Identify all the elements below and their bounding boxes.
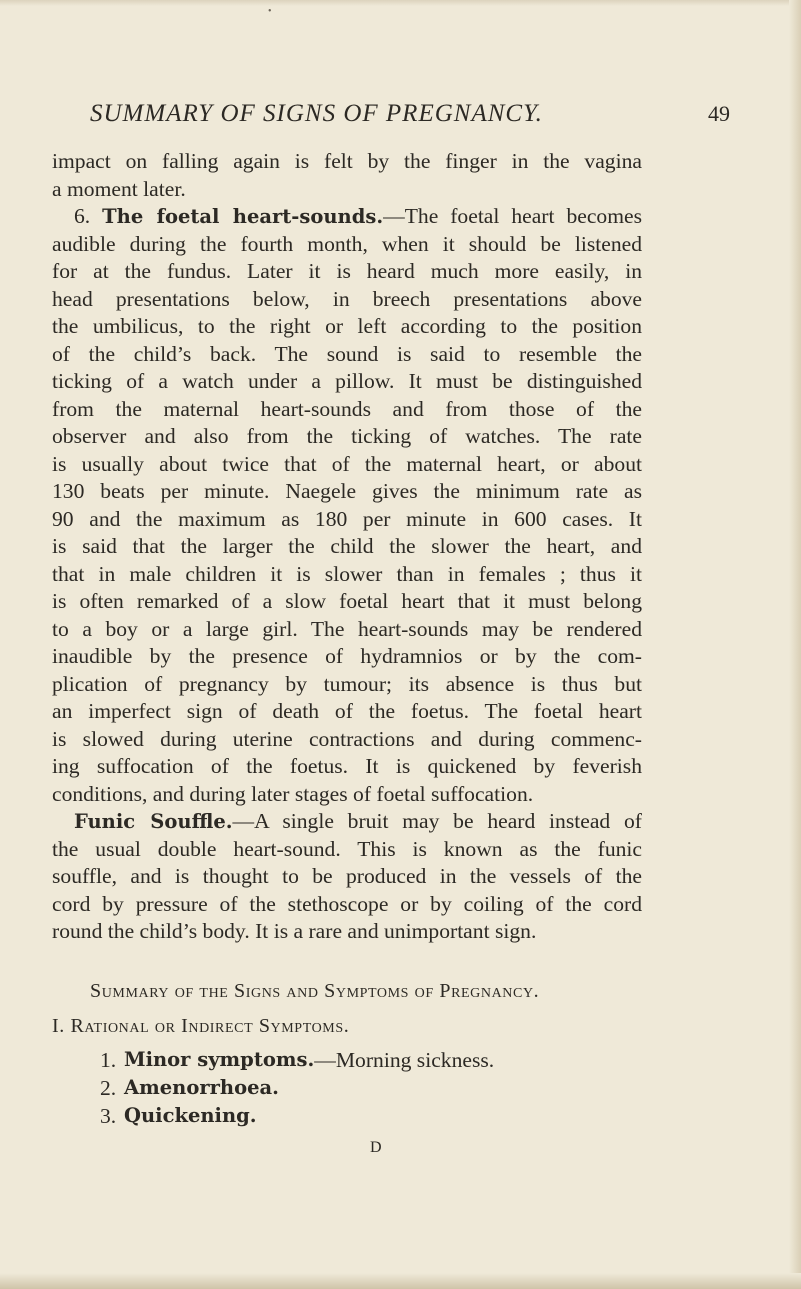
page-edge-bottom xyxy=(0,1273,801,1289)
running-title: SUMMARY OF SIGNS OF PREGNANCY. xyxy=(90,100,543,127)
paragraph-heading: Funic Souffle. xyxy=(74,810,233,833)
text-line: inaudible by the presence of hydramnios or by the com- xyxy=(52,644,642,668)
text-line: 130 beats per minute. Naegele gives the minimum rate as xyxy=(52,479,642,503)
text-line: impact on falling again is felt by the finger in the vagina xyxy=(52,149,642,173)
paragraph-heading-line xyxy=(52,203,642,231)
page-edge-right xyxy=(789,0,801,1289)
top-mark: • xyxy=(268,6,272,17)
text-line: a moment later. xyxy=(52,176,186,201)
text-line: audible during the fourth month, when it should be listened xyxy=(52,231,642,256)
item-label: Minor symptoms. xyxy=(124,1048,315,1071)
page-number: 49 xyxy=(708,101,730,126)
text-line: —The foetal heart becomes xyxy=(383,204,642,228)
symptom-list xyxy=(100,1046,650,1130)
item-label: Amenorrhoea. xyxy=(124,1076,279,1099)
list-item xyxy=(100,1074,650,1102)
item-number: 3. xyxy=(100,1104,117,1128)
text-line: that in male children it is slower than in females ; thus it xyxy=(52,561,642,586)
text-line: conditions, and during later stages of foetal suffocation. xyxy=(52,781,534,806)
text-line: to a boy or a large girl. The heart-sounds may be rendered xyxy=(52,616,642,641)
text-line: 90 and the maximum as 180 per minute in 600 cases. It xyxy=(52,506,642,531)
body-text xyxy=(52,148,642,946)
page-edge-top xyxy=(0,0,801,6)
paragraph-heading: The foetal heart-sounds. xyxy=(102,205,384,228)
text-line: ticking of a watch under a pillow. It must be distinguished xyxy=(52,369,642,393)
text-line: —A single bruit may be heard instead of xyxy=(232,809,642,833)
text-line: the umbilicus, to the right or left according to the position xyxy=(52,314,642,338)
text-line: is usually about twice that of the maternal heart, or about xyxy=(52,451,642,476)
text-line: plication of pregnancy by tumour; its absence is thus but xyxy=(52,671,642,696)
summary-title: Summary of the Signs and Symptoms of Pregnancy. xyxy=(90,980,540,1002)
list-item xyxy=(100,1046,650,1074)
paragraph-heading-line xyxy=(52,808,642,836)
text-line: observer and also from the ticking of watches. The rate xyxy=(52,424,642,448)
item-label: Quickening. xyxy=(124,1104,257,1127)
text-line: head presentations below, in breech presentations above xyxy=(52,286,642,311)
text-line: is often remarked of a slow foetal heart that it must belong xyxy=(52,589,642,613)
item-number: 6. xyxy=(74,204,91,228)
text-line: round the child’s body. It is a rare and unimportant sign. xyxy=(52,919,537,943)
item-number: 1. xyxy=(100,1048,117,1072)
text-line: of the child’s back. The sound is said to resemble the xyxy=(52,341,642,366)
text-line: ing suffocation of the foetus. It is quickened by feverish xyxy=(52,754,642,778)
list-item xyxy=(100,1102,650,1130)
item-text: —Morning sickness. xyxy=(314,1048,495,1072)
running-head xyxy=(90,100,730,128)
item-number: 2. xyxy=(100,1076,117,1100)
text-line: an imperfect sign of death of the foetus. The foetal heart xyxy=(52,699,642,723)
text-line: for at the fundus. Later it is heard much more easily, in xyxy=(52,259,642,283)
text-line: cord by pressure of the stethoscope or by coiling of the cord xyxy=(52,891,642,916)
summary-section: I. Rational or Indirect Symptoms. xyxy=(52,1015,350,1037)
text-line: souffle, and is thought to be produced in the vessels of the xyxy=(52,864,642,888)
text-line: the usual double heart-sound. This is known as the funic xyxy=(52,836,642,861)
text-line: from the maternal heart-sounds and from those of the xyxy=(52,396,642,421)
text-line: is said that the larger the child the slower the heart, and xyxy=(52,534,642,558)
text-line: is slowed during uterine contractions and during commenc- xyxy=(52,726,642,751)
signature-mark: D xyxy=(370,1139,382,1156)
